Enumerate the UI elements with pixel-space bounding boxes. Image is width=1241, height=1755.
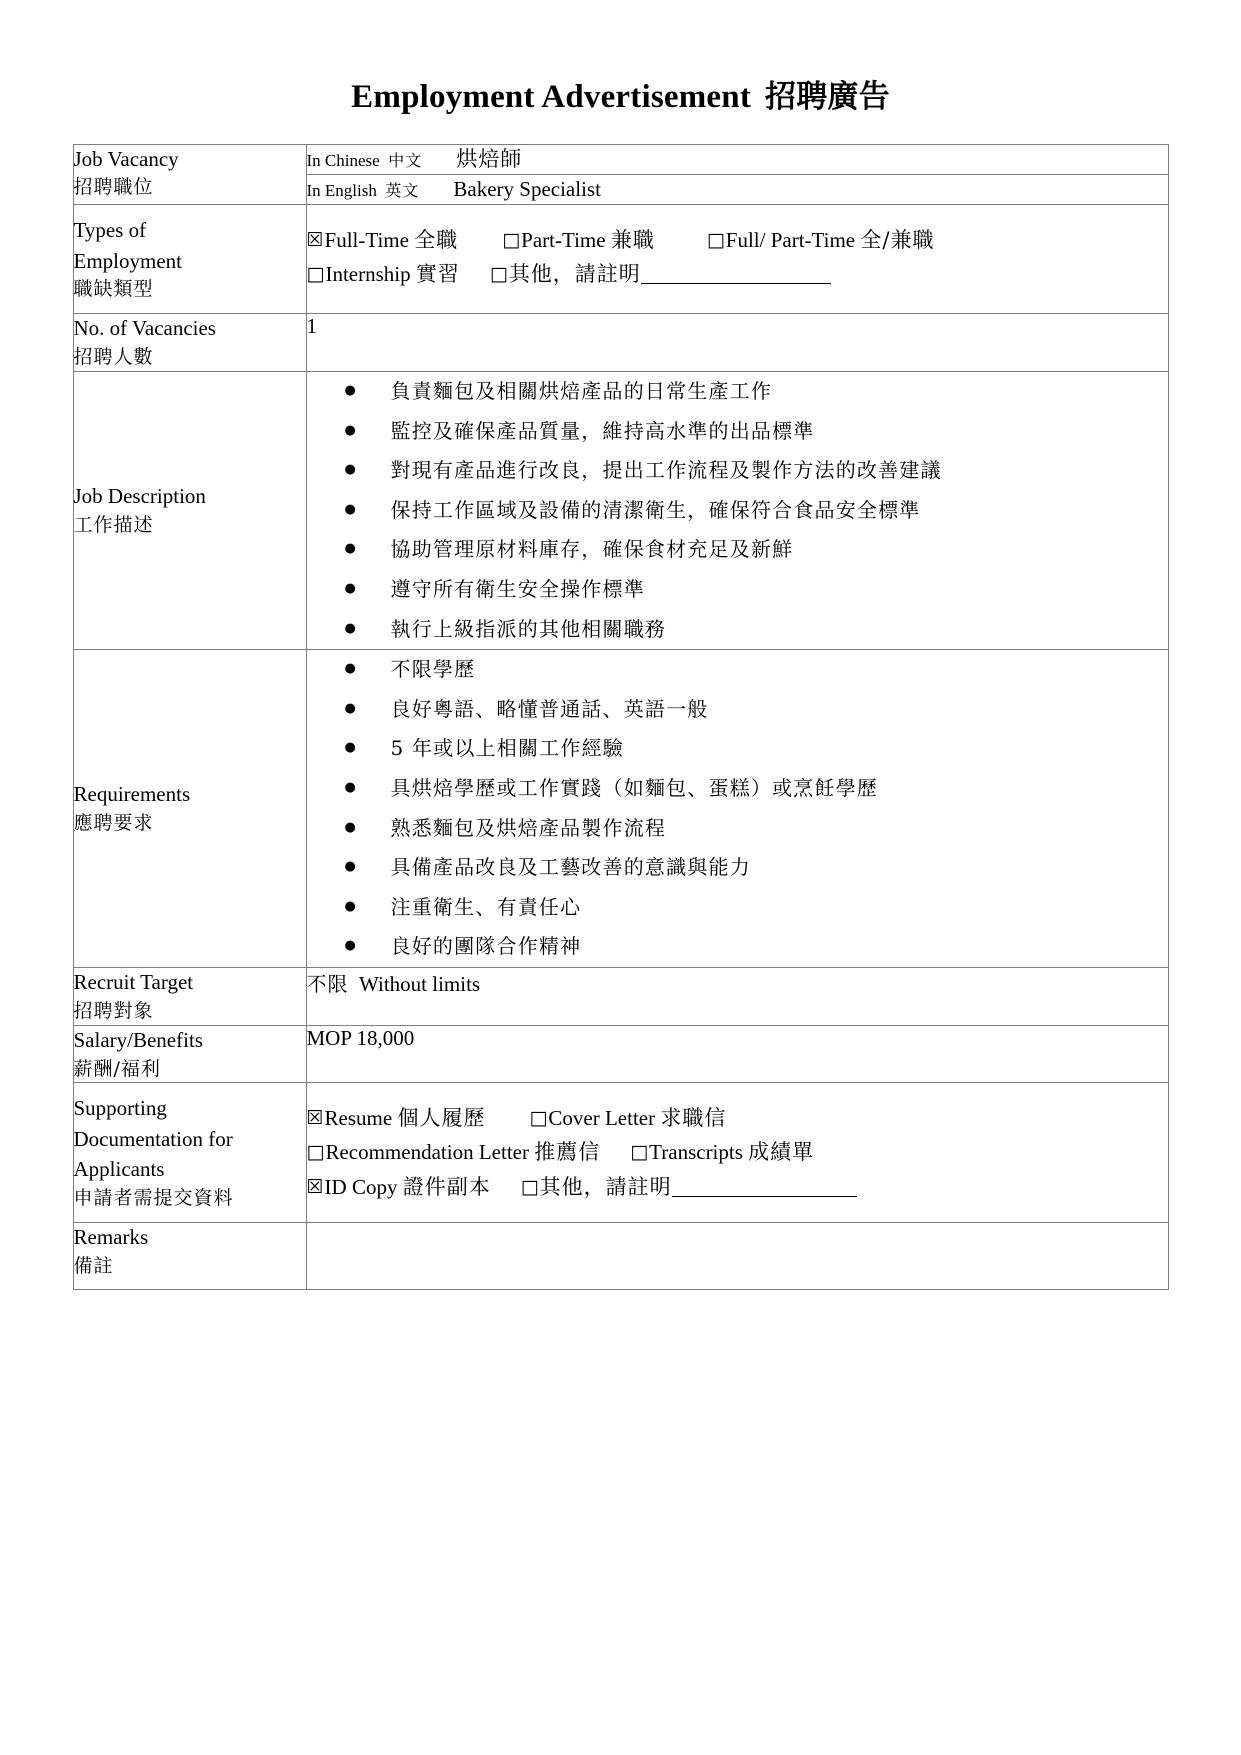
english-prefix <box>307 181 420 200</box>
job-title-chinese-value: 烘焙師 <box>456 146 523 171</box>
list-item: ● 負責麵包及相關烘焙產品的日常生產工作 <box>345 372 1168 412</box>
label-zh: 薪酬/福利 <box>73 1057 161 1080</box>
list-item: ● 具烘焙學歷或工作實踐（如麵包、蛋糕）或烹飪學歷 <box>345 769 1168 809</box>
checkbox-empty-icon[interactable]: □ <box>306 1141 325 1164</box>
checkbox-option-full-time[interactable] <box>307 223 459 257</box>
label-en-line1: Types of <box>73 218 147 243</box>
employment-types-line-2 <box>307 257 1168 291</box>
table-row-requirements <box>73 650 1168 968</box>
no-of-vacancies-value: 1 <box>306 314 317 339</box>
recruit-target-value-zh: 不限 <box>306 971 349 996</box>
list-item: ● 保持工作區域及設備的清潔衛生，確保符合食品安全標準 <box>345 491 1168 531</box>
row-value-job-description <box>306 372 1168 650</box>
row-value-employment-types <box>306 205 1168 314</box>
row-value-requirements <box>306 650 1168 968</box>
checkbox-empty-icon[interactable]: □ <box>502 229 521 252</box>
row-label-employment-types <box>73 205 306 314</box>
option-label-en: Resume <box>324 1106 393 1131</box>
table-row-remarks <box>73 1222 1168 1289</box>
list-item: ● 遵守所有衛生安全操作標準 <box>345 570 1168 610</box>
label-en: Salary/Benefits <box>73 1027 203 1052</box>
english-prefix-zh: 英文 <box>385 180 420 200</box>
chinese-prefix-zh: 中文 <box>388 150 423 170</box>
option-label-en: Internship <box>325 262 411 287</box>
checkbox-option-full-part-time[interactable] <box>707 223 935 257</box>
option-label-zh: 實習 <box>415 262 460 287</box>
checkbox-option-internship[interactable] <box>307 257 460 291</box>
list-item: ● 執行上級指派的其他相關職務 <box>345 610 1168 650</box>
checkbox-checked-icon[interactable]: ☒ <box>306 229 324 252</box>
label-en: Job Vacancy <box>73 146 179 171</box>
label-en-line2: Documentation for <box>73 1126 233 1151</box>
table-row-recruit-target <box>73 967 1168 1025</box>
label-zh: 職缺類型 <box>73 278 154 301</box>
option-label-en: Cover Letter <box>548 1106 656 1131</box>
list-item: ● 不限學歷 <box>345 650 1168 690</box>
checkbox-option-resume[interactable] <box>307 1101 486 1135</box>
label-zh: 應聘要求 <box>73 811 154 834</box>
english-prefix-en: In English <box>306 180 377 200</box>
checkbox-empty-icon[interactable]: □ <box>630 1141 649 1164</box>
table-row-salary-benefits <box>73 1025 1168 1083</box>
list-item: ● 良好的團隊合作精神 <box>345 927 1168 967</box>
checkbox-empty-icon[interactable]: □ <box>306 263 325 286</box>
other-employment-type-input[interactable] <box>641 264 831 284</box>
label-zh: 工作描述 <box>73 514 154 536</box>
row-label-job-description <box>73 372 306 650</box>
row-label-recruit-target <box>73 967 306 1025</box>
option-label-zh: 其他，請註明 <box>539 1174 672 1199</box>
label-en: Requirements <box>73 782 191 807</box>
requirements-list <box>307 650 1168 967</box>
list-item: ● 協助管理原材料庫存，確保食材充足及新鮮 <box>345 530 1168 570</box>
checkbox-empty-icon[interactable]: □ <box>489 263 508 286</box>
list-item: ● 良好粵語、略懂普通話、英語一般 <box>345 690 1168 730</box>
label-en: Remarks <box>73 1224 149 1249</box>
option-label-en: Full-Time <box>324 228 409 253</box>
label-zh: 招聘人數 <box>73 346 154 369</box>
job-description-list <box>307 372 1168 649</box>
checkbox-option-part-time[interactable] <box>502 223 655 257</box>
label-en-line1: Supporting <box>73 1096 167 1121</box>
checkbox-option-id-copy[interactable] <box>307 1170 491 1204</box>
table-row-no-of-vacancies <box>73 314 1168 372</box>
option-label-en: Full/ Part-Time <box>725 228 856 253</box>
table-row-employment-types <box>73 205 1168 314</box>
supporting-docs-line-1 <box>307 1101 1168 1135</box>
checkbox-option-other-document[interactable] <box>521 1170 857 1204</box>
option-label-zh: 其他，請註明 <box>508 262 641 287</box>
option-label-en: Transcripts <box>649 1140 743 1165</box>
row-label-remarks <box>73 1222 306 1289</box>
checkbox-option-recommendation-letter[interactable] <box>307 1135 601 1169</box>
supporting-docs-line-3 <box>307 1170 1168 1204</box>
chinese-prefix <box>307 151 423 170</box>
checkbox-option-transcripts[interactable] <box>630 1135 814 1169</box>
list-item: ● 注重衛生、有責任心 <box>345 888 1168 928</box>
row-label-no-of-vacancies <box>73 314 306 372</box>
page-title <box>0 0 1241 118</box>
option-label-zh: 全職 <box>414 228 459 253</box>
checkbox-option-other[interactable] <box>490 257 831 291</box>
checkbox-empty-icon[interactable]: □ <box>706 229 725 252</box>
table-row-supporting-docs <box>73 1083 1168 1222</box>
subrow-chinese-cell <box>307 145 1168 175</box>
option-label-zh: 兼職 <box>610 228 655 253</box>
page-title-english: Employment Advertisement <box>351 79 752 115</box>
list-item: ● 5 年或以上相關工作經驗 <box>345 729 1168 769</box>
salary-value: MOP 18,000 <box>306 1025 415 1050</box>
job-title-english-value: Bakery Specialist <box>453 176 601 201</box>
row-value-job-vacancy <box>306 144 1168 205</box>
row-value-recruit-target <box>306 967 1168 1025</box>
option-label-en: ID Copy <box>324 1174 398 1199</box>
subrow-chinese-title <box>307 145 1168 175</box>
label-zh: 申請者需提交資料 <box>73 1186 234 1209</box>
chinese-prefix-en: In Chinese <box>306 150 380 170</box>
row-label-supporting-docs <box>73 1083 306 1222</box>
checkbox-checked-icon[interactable]: ☒ <box>306 1107 324 1130</box>
label-en-line2: Employment <box>73 248 182 273</box>
option-label-zh: 求職信 <box>660 1106 727 1131</box>
label-en-line3: Applicants <box>73 1157 165 1182</box>
row-label-salary-benefits <box>73 1025 306 1083</box>
row-label-requirements <box>73 650 306 968</box>
option-label-zh: 推薦信 <box>534 1140 601 1165</box>
option-label-zh: 全/兼職 <box>860 228 935 253</box>
option-label-zh: 成績單 <box>748 1140 815 1165</box>
employment-advertisement-table <box>73 144 1169 1290</box>
checkbox-checked-icon[interactable]: ☒ <box>306 1175 324 1198</box>
label-zh: 招聘職位 <box>73 176 154 199</box>
option-label-zh: 個人履歷 <box>397 1106 486 1131</box>
row-value-supporting-docs <box>306 1083 1168 1222</box>
option-label-en: Part-Time <box>521 228 606 253</box>
subrow-english-cell <box>307 174 1168 204</box>
option-label-en: Recommendation Letter <box>325 1140 529 1165</box>
checkbox-empty-icon[interactable]: □ <box>529 1107 548 1130</box>
label-zh: 備註 <box>73 1254 114 1277</box>
job-vacancy-subtable <box>307 145 1168 205</box>
checkbox-option-cover-letter[interactable] <box>529 1101 726 1135</box>
label-zh: 招聘對象 <box>73 999 154 1022</box>
label-en: Recruit Target <box>73 969 194 994</box>
label-en: No. of Vacancies <box>73 316 216 341</box>
list-item: ● 熟悉麵包及烘焙產品製作流程 <box>345 809 1168 849</box>
row-value-remarks[interactable] <box>306 1222 1168 1289</box>
other-document-input[interactable] <box>672 1177 857 1197</box>
employment-types-line-1 <box>307 223 1168 257</box>
checkbox-empty-icon[interactable]: □ <box>520 1175 539 1198</box>
supporting-docs-line-2 <box>307 1135 1168 1169</box>
subrow-english-title <box>307 174 1168 204</box>
table-row-job-description <box>73 372 1168 650</box>
row-value-no-of-vacancies <box>306 314 1168 372</box>
row-label-job-vacancy <box>73 144 306 205</box>
row-value-salary-benefits <box>306 1025 1168 1083</box>
page-title-chinese: 招聘廣告 <box>765 79 890 115</box>
option-label-zh: 證件副本 <box>402 1174 491 1199</box>
label-en: Job Description <box>73 484 206 509</box>
table-row-job-vacancy <box>73 144 1168 205</box>
list-item: ● 對現有產品進行改良，提出工作流程及製作方法的改善建議 <box>345 451 1168 491</box>
list-item: ● 具備產品改良及工藝改善的意識與能力 <box>345 848 1168 888</box>
list-item: ● 監控及確保產品質量，維持高水準的出品標準 <box>345 412 1168 452</box>
recruit-target-value-en: Without limits <box>359 971 481 996</box>
